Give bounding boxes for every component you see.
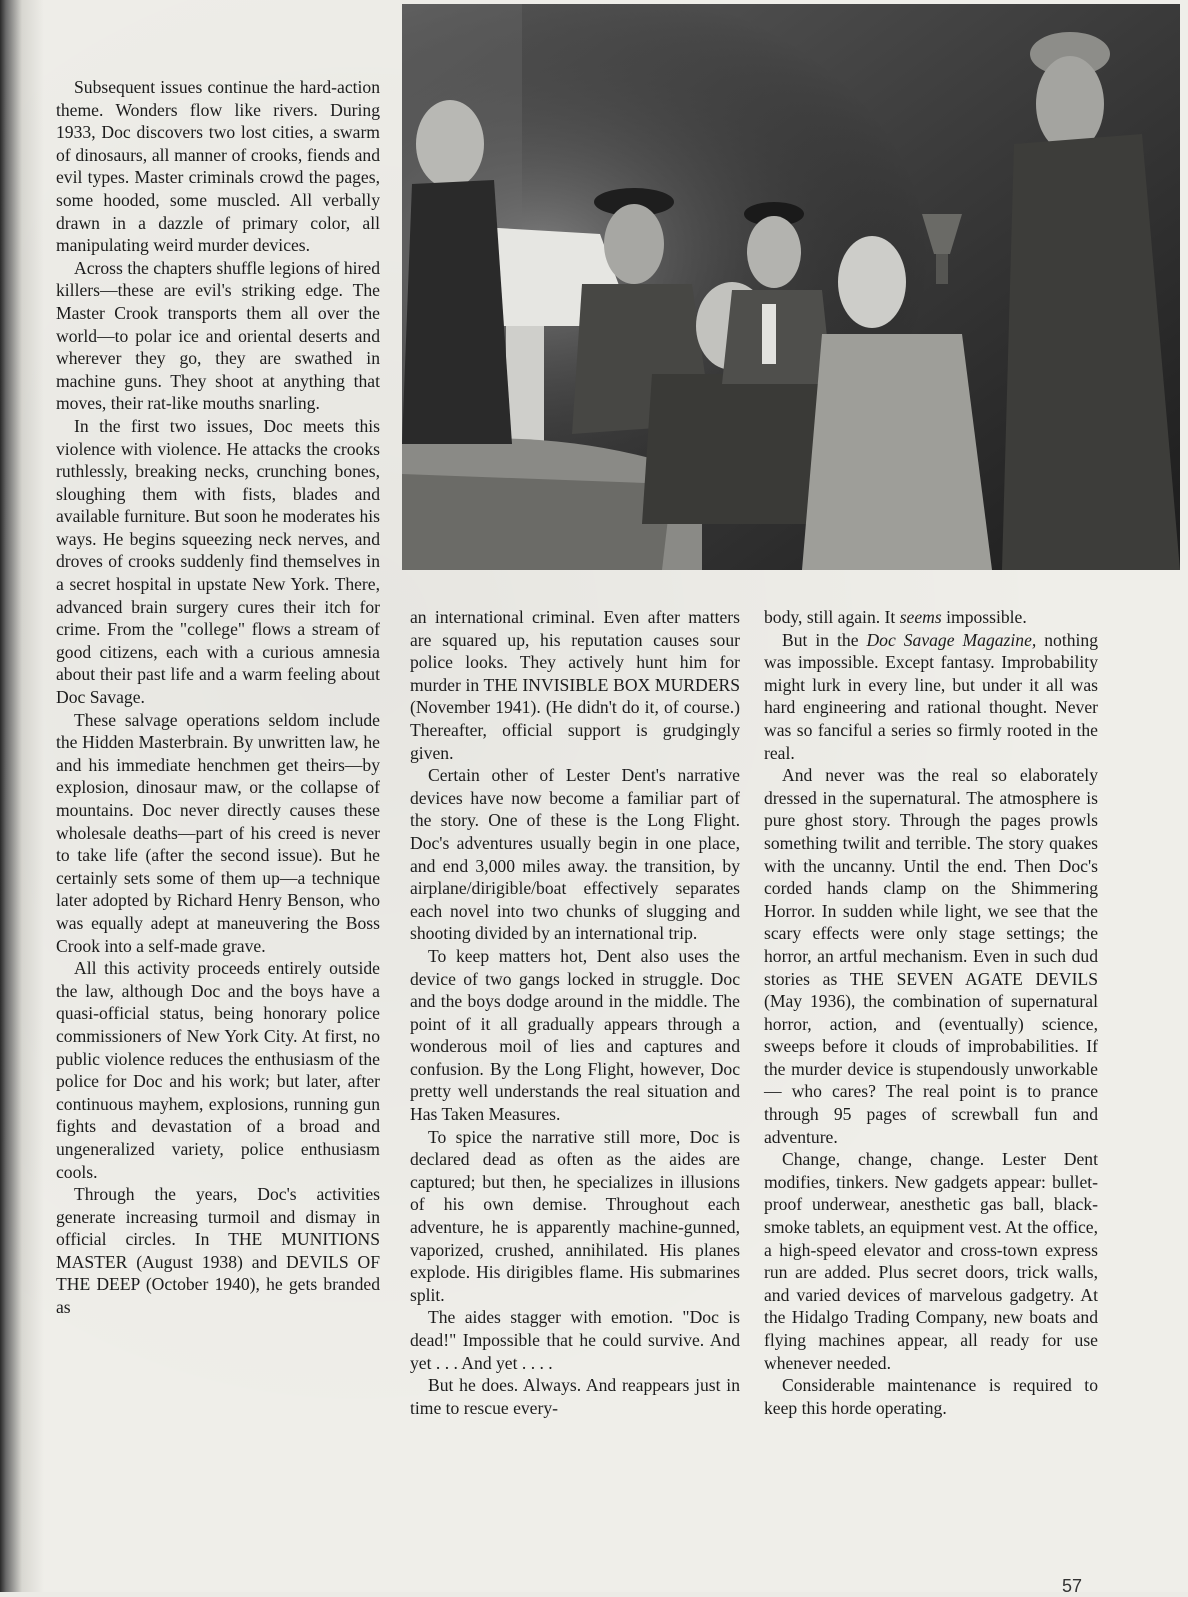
paragraph: Through the years, Doc's activities generate increasing turmoil and dismay in official circles. In THE MUNITIONS MASTER (August 1938) and DEVILS OF THE DEEP (October 1940), he gets branded as [56,1184,380,1318]
text-run: nothing was impossible. Except fantasy. Improbability might lurk in every line, but under it all was hard engineering and rational thought. Never was so fanciful a series so firmly rooted in the real. [764,629,1098,763]
paragraph: In the first two issues, Doc meets this violence with violence. He attacks the crooks ruthlessly, breaking necks, crunching bones, sloughing them with fists, blades and available furniture. But soon he moderates his ways. He begins squeezing neck nerves, and droves of crooks suddenly find themselves in a secret hospital in upstate New York. There, advanced brain surgery cures their itch for crime. From the "college" flows a stream of good citizens, each with a curious amnesia about their past life and a warm feeling about Doc Savage. [56,415,380,708]
paragraph: Subsequent issues continue the hard-action theme. Wonders flow like rivers. During 1933, Doc discovers two lost cities, a swarm of dinosaurs, all manner of crooks, fiends and evil types. Master criminals crowd the pages, some hooded, some muscled. All verbally drawn in a dazzle of primary color, all manipulating weird murder devices. [56,77,380,256]
film-still-photo [402,4,1180,570]
page-number: 57 [1062,1576,1083,1596]
paragraph: The aides stagger with emotion. "Doc is dead!" Impossible that he could survive. And yet . . . And yet . . . . [410,1307,740,1373]
text-run: But in the [782,629,867,650]
paragraph: And never was the real so elaborately dressed in the supernatural. The atmosphere is pure ghost story. Through the pages prowls something twilit and terrible. The story quakes with the uncanny. Until the end. Then Doc's corded hands clamp on the Shimmering Horror. In sudden while light, we see that the scary effects were only stage settings; the horror, an artful mechanism. Even in such dud stories as THE SEVEN AGATE DEVILS (May 1936), the combination of supernatural horror, action, and (eventually) science, sweeps before it clouds of improbabilities. If the murder device is stupendously unworkable — who cares? The real point is to prance through 95 pages of screwball fun and adventure. [764,765,1098,1147]
magazine-title: Doc Savage Magazine, [866,629,1037,650]
paragraph [764,606,1098,629]
paragraph: Across the chapters shuffle legions of hired killers—these are evil's striking edge. The Master Crook transports them all over the world—to polar ice and oriental deserts and wherever they go, they are swathed in machine guns. They shoot at anything that moves, their rat-like mouths snarling. [56,257,380,414]
paragraph [764,629,1098,765]
paragraph: an international criminal. Even after matters are squared up, his reputation causes sour police looks. They actively hunt him for murder in THE INVISIBLE BOX MURDERS (November 1941). (He didn't do it, of course.) Thereafter, official support is grudgingly given. [410,607,740,763]
text-run: impossible. [941,607,1027,627]
text-run: body, still again. It [764,607,900,627]
paragraph: Certain other of Lester Dent's narrative devices have now become a familiar part of the story. One of these is the Long Flight. Doc's adventures usually begin in one place, and end 3,000 miles away. the transition, by airplane/dirigible/boat effectively separates each novel into two chunks of slugging and shooting divided by an international trip. [410,765,740,944]
paragraph: Considerable maintenance is required to keep this horde operating. [764,1375,1098,1418]
film-still-illustration [402,4,1180,570]
paragraph: These salvage operations seldom include the Hidden Masterbrain. By unwritten law, he and his immediate henchmen get theirs—by explosion, dinosaur maw, or the collapse of mountains. Doc never directly causes these wholesale deaths—part of his creed is never to take life (after the second issue). But he certainly sets some of them up—a technique later adopted by Richard Henry Benson, who was equally adept at maneuvering the Boss Crook into a self-made grave. [56,709,380,956]
emphasis: seems [899,607,942,627]
column-1 [56,76,380,1319]
column-3 [764,606,1098,1419]
paragraph: Change, change, change. Lester Dent modifies, tinkers. New gadgets appear: bullet-proof underwear, anesthetic gas ball, black-smoke tablets, an equipment vest. At the office, a high-speed elevator and cross-town express run are added. Plus secret doors, trick walls, and varied devices of marvelous gadgetry. At the Hidalgo Trading Company, new boats and flying machines appear, all ready for use whenever needed. [764,1149,1098,1373]
column-2 [410,606,740,1419]
paragraph: All this activity proceeds entirely outside the law, although Doc and the boys have a quasi-official status, being honorary police commissioners of New York City. At first, no public violence reduces the enthusiasm of the police for Doc and his work; but later, after continuous mayhem, explosions, running gun fights and devastation of a broad and ungeneralized variety, police enthusiasm cools. [56,958,380,1182]
paragraph: To keep matters hot, Dent also uses the device of two gangs locked in struggle. Doc and the boys dodge around in the middle. The point of it all gradually appears through a wonderous moil of lies and captures and confusion. By the Long Flight, however, Doc pretty well understands the real situation and Has Taken Measures. [410,945,740,1125]
paragraph: But he does. Always. And reappears just in time to rescue every- [410,1375,740,1418]
paragraph: To spice the narrative still more, Doc is declared dead as often as the aides are captured; but then, he specializes in illusions of his own demise. Throughout each adventure, he is apparently machine-gunned, vaporized, crushed, annihilated. His planes explode. His dirigibles flame. His submarines split. [410,1126,740,1305]
